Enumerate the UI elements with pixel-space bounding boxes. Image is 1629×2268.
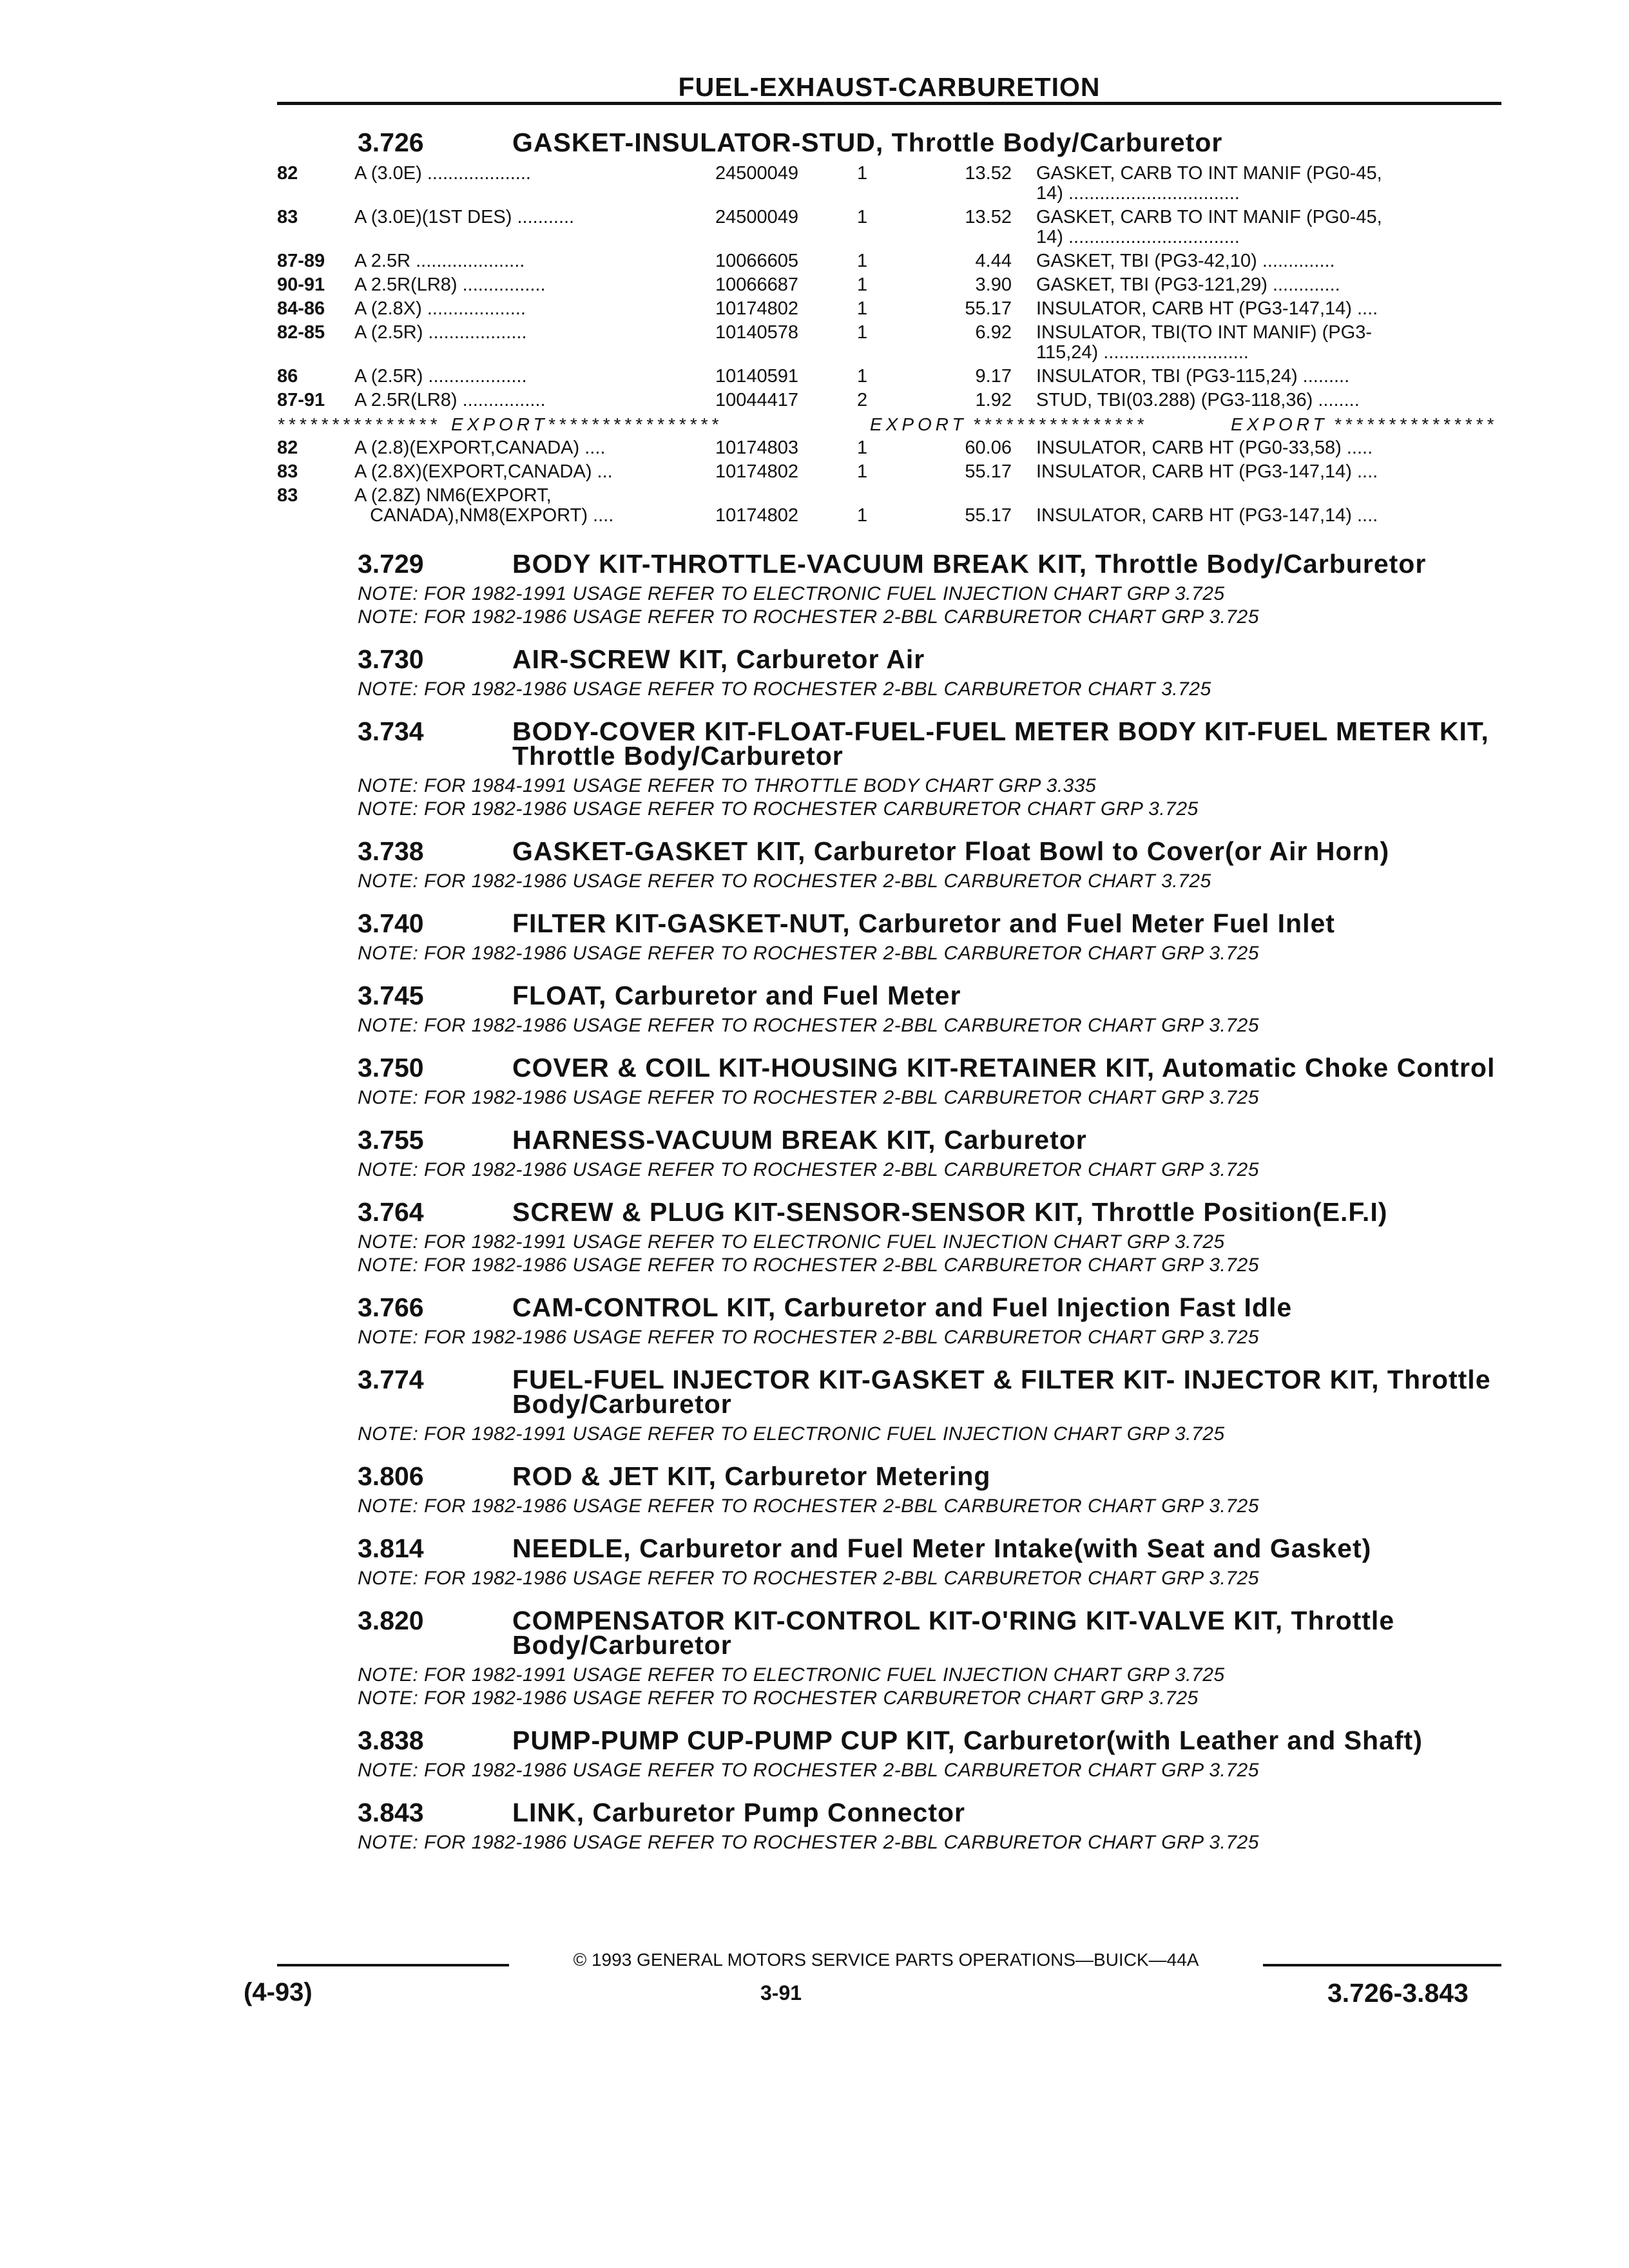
section-title: AIR-SCREW KIT, Carburetor Air <box>512 644 925 674</box>
section-3-843 <box>358 1800 1505 1854</box>
section-title: LINK, Carburetor Pump Connector <box>512 1798 965 1827</box>
section-number: 3.806 <box>358 1461 424 1491</box>
part-number-cell: 10174802 <box>715 461 799 482</box>
usage-note: NOTE: FOR 1982-1986 USAGE REFER TO ROCHESTER CARBURETOR CHART GRP 3.725 <box>358 1687 1199 1709</box>
page-title: FUEL-EXHAUST-CARBURETION <box>678 72 1101 102</box>
section-heading <box>358 983 1505 1008</box>
price-cell: 6.92 <box>975 322 1012 343</box>
quantity-cell: 1 <box>857 207 868 227</box>
application-cell: A 2.5R(LR8) ................ <box>354 274 546 295</box>
quantity-cell: 1 <box>857 298 868 319</box>
section-title: COVER & COIL KIT-HOUSING KIT-RETAINER KIT, Automatic Choke Control <box>512 1053 1496 1082</box>
export-divider <box>277 414 1501 438</box>
price-cell: 13.52 <box>965 207 1012 227</box>
section-3-730 <box>358 644 1505 701</box>
section-heading <box>358 1197 1505 1227</box>
section-heading <box>358 1365 1505 1419</box>
usage-note: NOTE: FOR 1982-1986 USAGE REFER TO ROCHESTER 2-BBL CARBURETOR CHART GRP 3.725 <box>358 1327 1259 1348</box>
price-cell: 3.90 <box>975 274 1012 295</box>
usage-note: NOTE: FOR 1982-1991 USAGE REFER TO ELECTRONIC FUEL INJECTION CHART GRP 3.725 <box>358 583 1225 604</box>
section-title: CAM-CONTROL KIT, Carburetor and Fuel Injection Fast Idle <box>512 1293 1293 1322</box>
year-cell: 90-91 <box>277 274 325 295</box>
section-heading <box>358 1125 1505 1155</box>
application-cell: A (2.8X) ................... <box>354 298 526 319</box>
section-list <box>358 549 1505 1872</box>
year-cell: 82 <box>277 437 298 458</box>
price-cell: 55.17 <box>965 298 1012 319</box>
application-cell: A 2.5R(LR8) ................ <box>354 390 546 410</box>
description-cell: GASKET, TBI (PG3-121,29) ............. <box>1036 274 1340 295</box>
section-number: 3.738 <box>358 836 424 866</box>
export-stars: *************** <box>277 414 441 434</box>
section-title: BODY-COVER KIT-FLOAT-FUEL-FUEL METER BODY KIT-FUEL METER KIT, Throttle Body/Carburetor <box>512 716 1489 771</box>
section-title: PUMP-PUMP CUP-PUMP CUP KIT, Carburetor(with Leather and Shaft) <box>512 1725 1423 1755</box>
usage-note: NOTE: FOR 1982-1986 USAGE REFER TO ROCHESTER 2-BBL CARBURETOR CHART 3.725 <box>358 870 1211 892</box>
section-heading <box>358 1295 1505 1320</box>
section-number: 3.766 <box>358 1293 424 1322</box>
section-number: 3.729 <box>358 549 424 579</box>
year-cell: 82-85 <box>277 322 325 343</box>
parts-rows <box>277 164 1501 530</box>
section-3-740 <box>358 908 1505 965</box>
year-cell: 83 <box>277 461 298 482</box>
part-number-cell: 10066605 <box>715 251 799 271</box>
application-cell: A (3.0E) .................... <box>354 163 531 184</box>
section-heading <box>358 644 1505 674</box>
section-number: 3.750 <box>358 1053 424 1082</box>
application-cell: A (2.8X)(EXPORT,CANADA) ... <box>354 461 613 482</box>
section-3-806 <box>358 1461 1505 1518</box>
part-number-cell: 10174802 <box>715 505 799 526</box>
section-number: 3.843 <box>358 1798 424 1827</box>
section-heading <box>358 1533 1505 1563</box>
application-cell: A (2.5R) ................... <box>354 322 527 343</box>
footer-rule-left <box>277 1964 509 1966</box>
section-heading <box>358 130 1501 155</box>
section-title: GASKET-INSULATOR-STUD, Throttle Body/Carburetor <box>512 128 1223 157</box>
section-heading <box>358 836 1505 866</box>
description-cell: GASKET, TBI (PG3-42,10) .............. <box>1036 251 1335 271</box>
usage-note: NOTE: FOR 1982-1986 USAGE REFER TO ROCHESTER 2-BBL CARBURETOR CHART GRP 3.725 <box>358 606 1259 628</box>
table-row <box>277 207 1501 251</box>
application-cell: A (2.5R) ................... <box>354 366 527 387</box>
quantity-cell: 1 <box>857 505 868 526</box>
quantity-cell: 1 <box>857 366 868 387</box>
section-title: FILTER KIT-GASKET-NUT, Carburetor and Fuel Meter Fuel Inlet <box>512 908 1335 938</box>
page-number: 3-91 <box>760 1981 802 2004</box>
section-number: 3.726 <box>358 128 424 157</box>
table-row <box>277 390 1501 414</box>
application-cell: A 2.5R ..................... <box>354 251 525 271</box>
description-cell: INSULATOR, CARB HT (PG0-33,58) ..... <box>1036 437 1373 458</box>
section-3-729 <box>358 549 1505 629</box>
section-number: 3.838 <box>358 1725 424 1755</box>
year-cell: 83 <box>277 207 298 227</box>
part-number-cell: 24500049 <box>715 207 799 227</box>
export-stars: **************** <box>548 414 722 434</box>
table-row <box>277 299 1501 323</box>
price-cell: 9.17 <box>975 366 1012 387</box>
quantity-cell: 1 <box>857 274 868 295</box>
usage-note: NOTE: FOR 1982-1986 USAGE REFER TO ROCHESTER 2-BBL CARBURETOR CHART GRP 3.725 <box>358 1495 1259 1517</box>
section-number: 3.740 <box>358 908 424 938</box>
section-title: ROD & JET KIT, Carburetor Metering <box>512 1461 991 1491</box>
section-number: 3.764 <box>358 1197 424 1227</box>
usage-note: NOTE: FOR 1982-1986 USAGE REFER TO ROCHESTER 2-BBL CARBURETOR CHART GRP 3.725 <box>358 1760 1259 1781</box>
section-3-738 <box>358 836 1505 893</box>
section-heading <box>358 1461 1505 1491</box>
section-number: 3.814 <box>358 1533 424 1563</box>
usage-note: NOTE: FOR 1982-1986 USAGE REFER TO ROCHESTER 2-BBL CARBURETOR CHART GRP 3.725 <box>358 1254 1259 1276</box>
section-title: FLOAT, Carburetor and Fuel Meter <box>512 981 961 1010</box>
section-3-774 <box>358 1367 1505 1446</box>
usage-note: NOTE: FOR 1982-1986 USAGE REFER TO ROCHESTER 2-BBL CARBURETOR CHART GRP 3.725 <box>358 1015 1259 1036</box>
usage-note: NOTE: FOR 1982-1986 USAGE REFER TO ROCHESTER 2-BBL CARBURETOR CHART GRP 3.725 <box>358 1087 1259 1108</box>
quantity-cell: 2 <box>857 390 868 410</box>
price-cell: 13.52 <box>965 163 1012 184</box>
section-title: SCREW & PLUG KIT-SENSOR-SENSOR KIT, Throttle Position(E.F.I) <box>512 1197 1388 1227</box>
section-number: 3.745 <box>358 981 424 1010</box>
section-heading <box>358 1800 1505 1825</box>
export-label: EXPORT <box>870 414 967 434</box>
application-cell: A (2.8Z) NM6(EXPORT, CANADA),NM8(EXPORT) .... <box>354 485 614 526</box>
description-cell: GASKET, CARB TO INT MANIF (PG0-45, 14) ................................. <box>1036 207 1382 247</box>
section-title: GASKET-GASKET KIT, Carburetor Float Bowl to Cover(or Air Horn) <box>512 836 1390 866</box>
year-cell: 82 <box>277 163 298 184</box>
year-cell: 87-89 <box>277 251 325 271</box>
footer-copyright: © 1993 GENERAL MOTORS SERVICE PARTS OPERATIONS—BUICK—44A <box>573 1950 1199 1970</box>
section-title: FUEL-FUEL INJECTOR KIT-GASKET & FILTER KIT- INJECTOR KIT, Throttle Body/Carburetor <box>512 1365 1491 1419</box>
table-row <box>277 251 1501 275</box>
quantity-cell: 1 <box>857 437 868 458</box>
description-cell: INSULATOR, CARB HT (PG3-147,14) .... <box>1036 461 1378 482</box>
section-3-820 <box>358 1608 1505 1710</box>
section-number: 3.755 <box>358 1125 424 1155</box>
section-heading <box>358 549 1505 579</box>
section-heading <box>358 1725 1505 1755</box>
section-title: COMPENSATOR KIT-CONTROL KIT-O'RING KIT-VALVE KIT, Throttle Body/Carburetor <box>512 1606 1395 1660</box>
usage-note: NOTE: FOR 1982-1991 USAGE REFER TO ELECTRONIC FUEL INJECTION CHART GRP 3.725 <box>358 1231 1225 1253</box>
part-number-cell: 10044417 <box>715 390 799 410</box>
footer-date: (4-93) <box>244 1978 313 2006</box>
section-3-750 <box>358 1055 1505 1110</box>
description-cell: INSULATOR, CARB HT (PG3-147,14) .... <box>1036 505 1378 526</box>
usage-note: NOTE: FOR 1982-1991 USAGE REFER TO ELECTRONIC FUEL INJECTION CHART GRP 3.725 <box>358 1664 1225 1686</box>
header-rule <box>277 102 1501 105</box>
description-cell: INSULATOR, TBI (PG3-115,24) ......... <box>1036 366 1350 387</box>
quantity-cell: 1 <box>857 322 868 343</box>
usage-note: NOTE: FOR 1982-1986 USAGE REFER TO ROCHESTER 2-BBL CARBURETOR CHART GRP 3.725 <box>358 1568 1259 1589</box>
section-3-745 <box>358 983 1505 1037</box>
export-label: EXPORT <box>1231 414 1328 434</box>
section-3-766 <box>358 1295 1505 1349</box>
section-3-814 <box>358 1533 1505 1590</box>
year-cell: 83 <box>277 485 298 506</box>
table-row <box>277 486 1501 530</box>
section-heading <box>358 1606 1505 1660</box>
table-row <box>277 323 1501 367</box>
part-number-cell: 10140591 <box>715 366 799 387</box>
part-number-cell: 10140578 <box>715 322 799 343</box>
year-cell: 86 <box>277 366 298 387</box>
section-3-764 <box>358 1197 1505 1277</box>
section-number: 3.820 <box>358 1606 424 1635</box>
part-number-cell: 10174802 <box>715 298 799 319</box>
application-cell: A (2.8)(EXPORT,CANADA) .... <box>354 437 606 458</box>
description-cell: GASKET, CARB TO INT MANIF (PG0-45, 14) ................................. <box>1036 163 1382 204</box>
usage-note: NOTE: FOR 1982-1986 USAGE REFER TO ROCHESTER 2-BBL CARBURETOR CHART 3.725 <box>358 678 1211 700</box>
parts-table <box>277 128 1501 558</box>
section-number: 3.774 <box>358 1365 424 1394</box>
year-cell: 87-91 <box>277 390 325 410</box>
quantity-cell: 1 <box>857 163 868 184</box>
usage-note: NOTE: FOR 1982-1986 USAGE REFER TO ROCHESTER CARBURETOR CHART GRP 3.725 <box>358 798 1199 820</box>
price-cell: 60.06 <box>965 437 1012 458</box>
usage-note: NOTE: FOR 1982-1986 USAGE REFER TO ROCHESTER 2-BBL CARBURETOR CHART GRP 3.725 <box>358 1832 1259 1853</box>
description-cell: INSULATOR, TBI(TO INT MANIF) (PG3- 115,24) ............................ <box>1036 322 1372 363</box>
part-number-cell: 10174803 <box>715 437 799 458</box>
price-cell: 4.44 <box>975 251 1012 271</box>
section-3-755 <box>358 1125 1505 1182</box>
table-row <box>277 164 1501 207</box>
section-number: 3.734 <box>358 716 424 746</box>
section-heading <box>358 1055 1505 1080</box>
section-3-734 <box>358 716 1505 821</box>
part-number-cell: 10066687 <box>715 274 799 295</box>
description-cell: INSULATOR, CARB HT (PG3-147,14) .... <box>1036 298 1378 319</box>
section-number: 3.730 <box>358 644 424 674</box>
section-title: HARNESS-VACUUM BREAK KIT, Carburetor <box>512 1125 1087 1155</box>
price-cell: 55.17 <box>965 461 1012 482</box>
quantity-cell: 1 <box>857 251 868 271</box>
section-title: BODY KIT-THROTTLE-VACUUM BREAK KIT, Throttle Body/Carburetor <box>512 549 1427 579</box>
price-cell: 1.92 <box>975 390 1012 410</box>
section-heading <box>358 716 1505 771</box>
usage-note: NOTE: FOR 1982-1986 USAGE REFER TO ROCHESTER 2-BBL CARBURETOR CHART GRP 3.725 <box>358 1159 1259 1180</box>
table-row <box>277 367 1501 390</box>
table-row <box>277 275 1501 299</box>
footer-rule-right <box>1263 1964 1501 1966</box>
section-3-838 <box>358 1725 1505 1782</box>
page-range: 3.726-3.843 <box>1327 1978 1469 2008</box>
usage-note: NOTE: FOR 1982-1986 USAGE REFER TO ROCHESTER 2-BBL CARBURETOR CHART GRP 3.725 <box>358 943 1259 964</box>
usage-note: NOTE: FOR 1982-1991 USAGE REFER TO ELECTRONIC FUEL INJECTION CHART GRP 3.725 <box>358 1423 1225 1445</box>
year-cell: 84-86 <box>277 298 325 319</box>
export-stars: *************** <box>1334 414 1498 434</box>
application-cell: A (3.0E)(1ST DES) ........... <box>354 207 575 227</box>
usage-note: NOTE: FOR 1984-1991 USAGE REFER TO THROTTLE BODY CHART GRP 3.335 <box>358 775 1097 796</box>
export-label: EXPORT <box>451 414 548 434</box>
quantity-cell: 1 <box>857 461 868 482</box>
section-heading <box>358 908 1505 938</box>
part-number-cell: 24500049 <box>715 163 799 184</box>
price-cell: 55.17 <box>965 505 1012 526</box>
description-cell: STUD, TBI(03.288) (PG3-118,36) ........ <box>1036 390 1360 410</box>
export-stars: **************** <box>973 414 1148 434</box>
section-title: NEEDLE, Carburetor and Fuel Meter Intake(with Seat and Gasket) <box>512 1533 1372 1563</box>
table-row <box>277 462 1501 486</box>
table-row <box>277 438 1501 462</box>
